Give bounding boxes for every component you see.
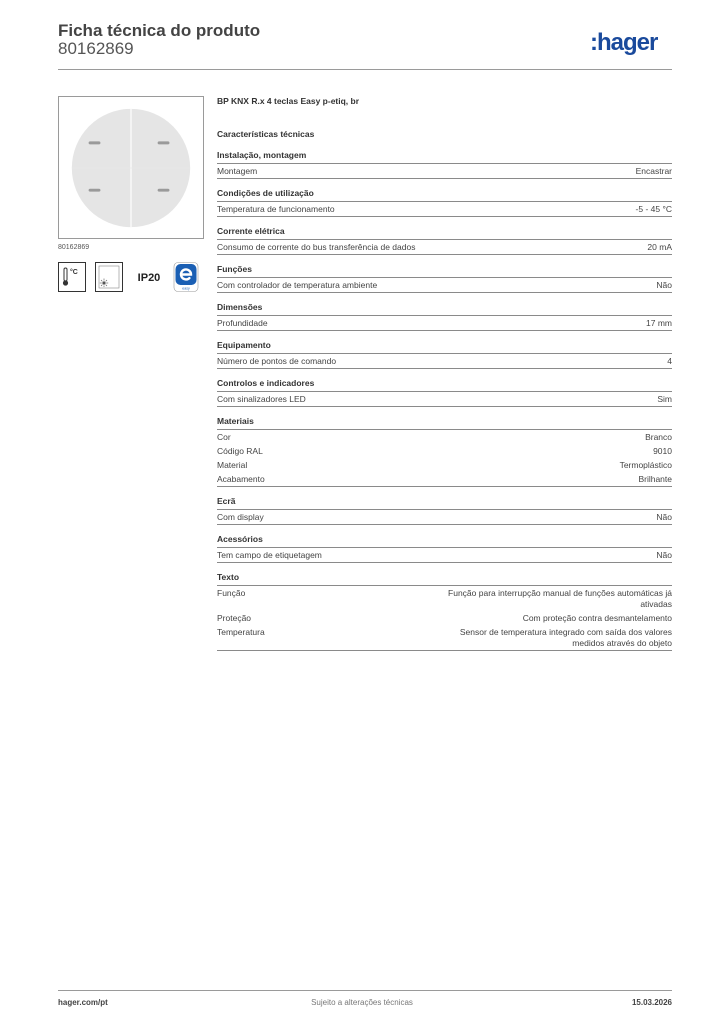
spec-sections	[217, 150, 672, 651]
spec-value: Não	[656, 512, 672, 522]
footer-divider	[58, 990, 672, 991]
spec-section	[217, 264, 672, 293]
spec-value: Branco	[645, 432, 672, 442]
spec-section	[217, 188, 672, 217]
spec-section	[217, 340, 672, 369]
spec-value: Encastrar	[635, 166, 672, 176]
hager-logo	[590, 30, 674, 56]
spec-section	[217, 226, 672, 255]
spec-label: Material	[217, 460, 248, 470]
spec-section	[217, 378, 672, 407]
product-code: 80162869	[58, 39, 134, 58]
ip20-label: IP20	[137, 272, 161, 284]
spec-row	[217, 430, 672, 444]
spec-label: Acabamento	[217, 474, 265, 484]
section-heading: Equipamento	[217, 340, 672, 354]
spec-row	[217, 510, 672, 525]
spec-section	[217, 496, 672, 525]
spec-value: Sensor de temperatura integrado com saída dos valores medidos através do objeto	[459, 627, 672, 648]
spec-value: 17 mm	[646, 318, 672, 328]
spec-value: Termoplástico	[619, 460, 672, 470]
spec-row	[217, 240, 672, 255]
footer-date: 15.03.2026	[631, 998, 672, 1007]
spec-row	[217, 458, 672, 472]
spec-section	[217, 534, 672, 563]
spec-value: Com proteção contra desmantelamento	[522, 613, 672, 623]
header-divider	[58, 69, 672, 70]
spec-value: Não	[656, 280, 672, 290]
spec-label: Montagem	[217, 166, 258, 176]
section-heading: Acessórios	[217, 534, 672, 548]
characteristics-heading: Características técnicas	[217, 129, 315, 139]
section-heading: Funções	[217, 264, 672, 278]
spec-value: -5 - 45 °C	[635, 204, 672, 214]
product-name: BP KNX R.x 4 teclas Easy p-etiq, br	[217, 96, 360, 106]
thermometer-celsius-icon	[58, 262, 86, 292]
specification-table	[217, 96, 672, 651]
easy-label: easy	[182, 286, 190, 291]
easy-configuration-icon	[172, 262, 200, 292]
spec-value: 20 mA	[647, 242, 672, 252]
spec-value: Função para interrupção manual de funções automáticas já ativadas	[448, 588, 672, 609]
footer-website[interactable]: hager.com/pt	[58, 998, 108, 1007]
spec-row	[217, 354, 672, 369]
spec-value: 4	[667, 356, 672, 366]
spec-label: Proteção	[217, 613, 252, 623]
hager-logo-text: :hager	[590, 30, 658, 56]
spec-section	[217, 572, 672, 651]
section-heading: Condições de utilização	[217, 188, 672, 202]
product-image	[58, 96, 204, 239]
spec-label: Consumo de corrente do bus transferência de dados	[217, 242, 416, 252]
spec-label: Número de pontos de comando	[217, 356, 337, 366]
spec-row	[217, 444, 672, 458]
spec-value: 9010	[653, 446, 672, 456]
spec-section	[217, 416, 672, 487]
section-heading: Ecrã	[217, 496, 672, 510]
image-caption: 80162869	[58, 244, 90, 251]
ip20-rating-icon	[133, 262, 161, 292]
spec-value: Brilhante	[638, 474, 672, 484]
spec-label: Função	[217, 588, 246, 598]
spec-label: Com display	[217, 512, 264, 522]
spec-label: Cor	[217, 432, 231, 442]
light-sensor-icon	[95, 262, 123, 292]
spec-row	[217, 202, 672, 217]
spec-label: Com sinalizadores LED	[217, 394, 306, 404]
section-heading: Texto	[217, 572, 672, 586]
spec-row	[217, 586, 672, 611]
section-heading: Instalação, montagem	[217, 150, 672, 164]
spec-row	[217, 472, 672, 487]
footer-notice: Sujeito a alterações técnicas	[311, 998, 413, 1007]
spec-section	[217, 150, 672, 179]
spec-row	[217, 316, 672, 331]
section-heading: Controlos e indicadores	[217, 378, 672, 392]
celsius-label: °C	[70, 269, 78, 276]
spec-section	[217, 302, 672, 331]
spec-value: Não	[656, 550, 672, 560]
spec-label: Temperatura	[217, 627, 265, 637]
page-title: Ficha técnica do produto	[58, 21, 261, 40]
section-heading: Dimensões	[217, 302, 672, 316]
spec-label: Profundidade	[217, 318, 268, 328]
spec-row	[217, 278, 672, 293]
spec-row	[217, 548, 672, 563]
spec-value: Sim	[657, 394, 672, 404]
section-heading: Corrente elétrica	[217, 226, 672, 240]
spec-row	[217, 625, 672, 651]
spec-label: Temperatura de funcionamento	[217, 204, 335, 214]
spec-label: Tem campo de etiquetagem	[217, 550, 322, 560]
spec-row	[217, 611, 672, 625]
spec-label: Código RAL	[217, 446, 263, 456]
spec-row	[217, 164, 672, 179]
spec-label: Com controlador de temperatura ambiente	[217, 280, 378, 290]
section-heading: Materiais	[217, 416, 672, 430]
spec-row	[217, 392, 672, 407]
